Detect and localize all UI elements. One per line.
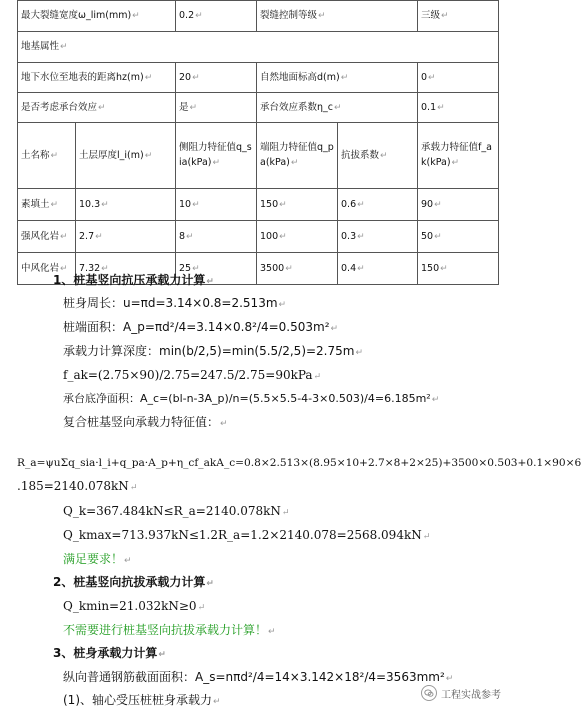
- composite-label: 复合桩基竖向承载力特征值：↵: [63, 415, 228, 429]
- section-heading-3: 3、桩身承载力计算↵: [53, 646, 166, 660]
- wechat-icon: [421, 685, 437, 701]
- table-row: [18, 93, 499, 123]
- table-row: [18, 63, 499, 93]
- depth-formula: 承载力计算深度：min(b/2,5)=min(5.5/2,5)=2.75m↵: [63, 344, 364, 358]
- table-cell: 3500↵: [257, 253, 338, 285]
- table-cell: 25↵: [176, 253, 257, 285]
- qkmin-check: Q_kmin=21.032kN≥0↵: [63, 599, 206, 613]
- table-cell: 自然地面标高d(m)↵: [257, 63, 418, 93]
- table-cell: 素填土↵: [18, 189, 76, 221]
- satisfied-note: 满足要求！↵: [63, 552, 132, 566]
- table-cell: 0.6↵: [338, 189, 418, 221]
- table-cell: 裂缝控制等级↵: [257, 1, 418, 32]
- table-cell: 是↵: [176, 93, 257, 123]
- table-cell: 中风化岩↵: [18, 253, 76, 285]
- qk-check: Q_k=367.484kN≤R_a=2140.078kN↵: [63, 504, 290, 518]
- tip-area-formula: 桩端面积：A_p=πd²/4=3.14×0.8²/4=0.503m²↵: [63, 320, 339, 334]
- table-cell: 8↵: [176, 221, 257, 253]
- table-row: [18, 1, 499, 32]
- table-header-cell: 土层厚度l_i(m)↵: [76, 123, 176, 189]
- table-cell: 100↵: [257, 221, 338, 253]
- table-header-cell: 承载力特征值f_ak(kPa)↵: [418, 123, 499, 189]
- section-heading-2: 2、桩基竖向抗拔承载力计算↵: [53, 575, 214, 589]
- table-row: [18, 221, 499, 253]
- table-cell: 0.1↵: [418, 93, 499, 123]
- qkmax-check: Q_kmax=713.937kN≤1.2R_a=1.2×2140.078=2568.094kN↵: [63, 528, 431, 542]
- table-cell: 50↵: [418, 221, 499, 253]
- perimeter-formula: 桩身周长：u=πd=3.14×0.8=2.513m↵: [63, 296, 287, 310]
- cap-area-formula: 承台底净面积：A_c=(bl-n-3A_p)/n=(5.5×5.5-4-3×0.503)/4=6.185m²↵: [63, 392, 440, 405]
- axial-capacity-heading: (1)、轴心受压桩桩身承载力↵: [63, 693, 221, 707]
- table-cell: 三级↵: [418, 1, 499, 32]
- table-row: [18, 189, 499, 221]
- table-header-cell: 抗拔系数↵: [338, 123, 418, 189]
- table-cell: 最大裂缝宽度ω_lim(mm)↵: [18, 1, 176, 32]
- section-heading-1: 1、桩基竖向抗压承载力计算↵: [53, 273, 214, 287]
- fak-formula: f_ak=(2.75×90)/2.75=247.5/2.75=90kPa↵: [63, 368, 322, 382]
- ra-formula-line1: R_a=ψuΣq_sia·l_i+q_pa·A_p+η_cf_akA_c=0.8×2.513×(8.95×10+2.7×8+2×25)+3500×0.503+0.1×90×6: [17, 457, 581, 469]
- steel-area-formula: 纵向普通钢筋截面面积：A_s=nπd²/4=14×3.142×18²/4=3563mm²↵: [63, 670, 454, 684]
- table-cell: 7.32↵: [76, 253, 176, 285]
- watermark: [421, 685, 501, 701]
- table-header-cell: 侧阻力特征值q_sia(kPa)↵: [176, 123, 257, 189]
- table-cell: 0↵: [418, 63, 499, 93]
- table-header-row: [18, 123, 499, 189]
- table-header-cell: 土名称↵: [18, 123, 76, 189]
- table-cell: 10↵: [176, 189, 257, 221]
- table-cell: 地基属性↵: [18, 32, 499, 63]
- table-cell: 2.7↵: [76, 221, 176, 253]
- table-header-cell: 端阻力特征值q_pa(kPa)↵: [257, 123, 338, 189]
- table-cell: 强风化岩↵: [18, 221, 76, 253]
- table-cell: 0.2↵: [176, 1, 257, 32]
- table-cell: 20↵: [176, 63, 257, 93]
- table-cell: 10.3↵: [76, 189, 176, 221]
- table-cell: 90↵: [418, 189, 499, 221]
- soil-parameter-table: [17, 0, 499, 285]
- no-uplift-note: 不需要进行桩基竖向抗拔承载力计算！↵: [63, 623, 276, 637]
- table-cell: 0.4↵: [338, 253, 418, 285]
- table-row: [18, 32, 499, 63]
- table-cell: 是否考虑承台效应↵: [18, 93, 176, 123]
- table-cell: 150↵: [257, 189, 338, 221]
- table-cell: 150↵: [418, 253, 499, 285]
- ra-formula-line2: .185=2140.078kN↵: [17, 479, 138, 493]
- watermark-text: 工程实战参考: [441, 689, 501, 701]
- table-cell: 承台效应系数η_c↵: [257, 93, 418, 123]
- table-cell: 0.3↵: [338, 221, 418, 253]
- table-cell: 地下水位至地表的距离hz(m)↵: [18, 63, 176, 93]
